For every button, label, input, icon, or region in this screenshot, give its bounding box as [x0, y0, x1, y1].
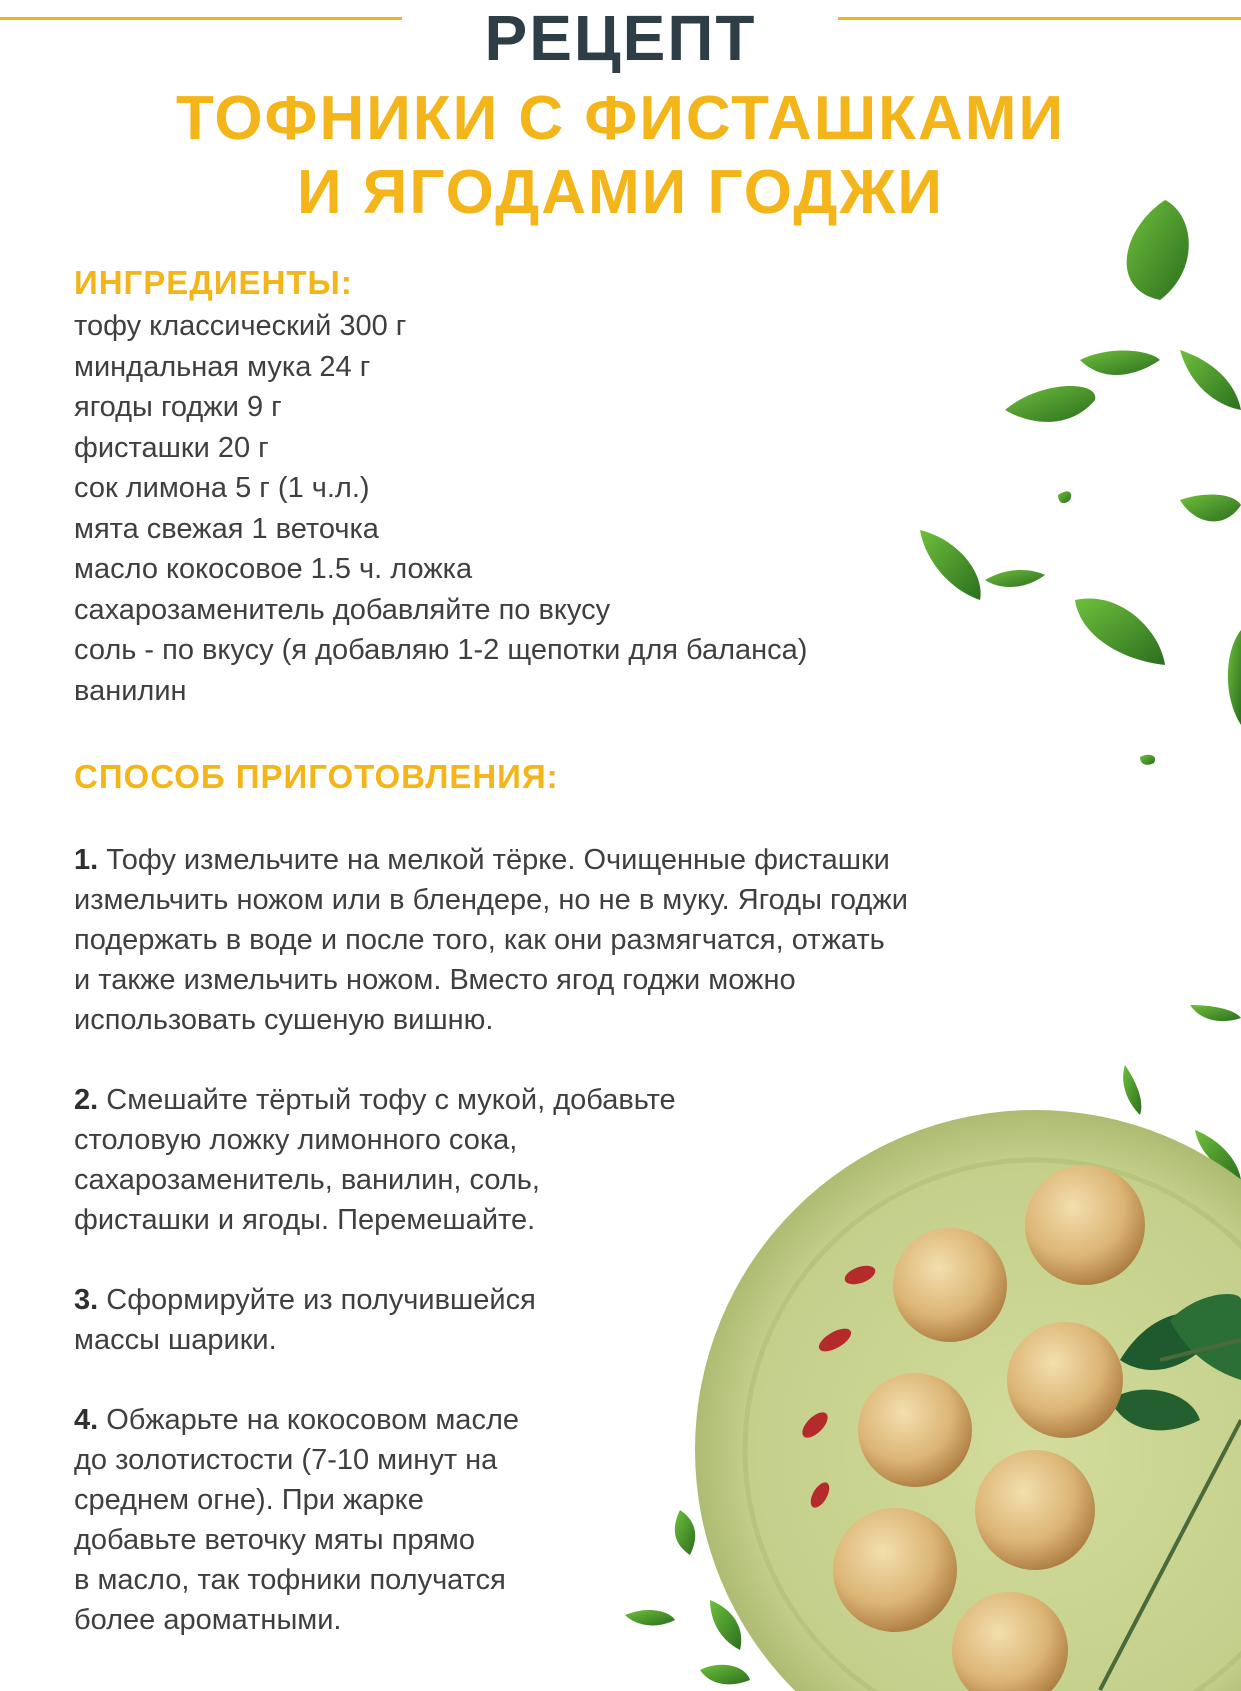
- list-item: ванилин: [74, 674, 187, 707]
- ingredients-heading: ИНГРЕДИЕНТЫ:: [74, 264, 353, 301]
- recipe-label: РЕЦЕПТ: [484, 2, 757, 74]
- step-number: 2.: [74, 1084, 99, 1116]
- list-item: ягоды годжи 9 г: [74, 391, 282, 423]
- list-item: фисташки 20 г: [74, 431, 269, 464]
- method-heading: СПОСОБ ПРИГОТОВЛЕНИЯ:: [74, 758, 559, 795]
- list-item: тофу классический 300 г: [74, 310, 407, 342]
- recipe-title-line1: ТОФНИКИ С ФИСТАШКАМИ: [175, 84, 1066, 153]
- step-4: 4. Обжарьте на кокосовом масле до золотистости (7-10 минут на среднем огне). При жарке добавьте веточку мяты прямо в масло, так тофники получатся более ароматными.: [74, 1404, 519, 1636]
- step-number: 1.: [74, 844, 99, 876]
- list-item: сахарозаменитель добавляйте по вкусу: [74, 593, 611, 626]
- step-2: 2. Смешайте тёртый тофу с мукой, добавьте столовую ложку лимонного сока, сахарозаменитель, ванилин, соль, фисташки и ягоды. Перемешайте.: [74, 1084, 676, 1236]
- list-item: соль - по вкусу (я добавляю 1-2 щепотки для баланса): [74, 634, 808, 666]
- list-item: миндальная мука 24 г: [74, 350, 371, 383]
- step-number: 3.: [74, 1284, 99, 1316]
- recipe-title-line2: И ЯГОДАМИ ГОДЖИ: [297, 158, 944, 227]
- list-item: сок лимона 5 г (1 ч.л.): [74, 472, 370, 504]
- list-item: масло кокосовое 1.5 ч. ложка: [74, 553, 473, 585]
- ingredients-list: [74, 306, 807, 711]
- tofu-balls-plate-photo: [695, 1110, 1241, 1691]
- step-3: 3. Сформируйте из получившейся массы шарики.: [74, 1284, 536, 1356]
- step-1: 1. Тофу измельчите на мелкой тёрке. Очищенные фисташки измельчить ножом или в блендере, но не в муку. Ягоды годжи подержать в воде и после того, как они размягчатся, отжать и также измельчить ножом. Вместо ягод годжи можно использовать сушеную вишню.: [74, 844, 908, 1036]
- list-item: мята свежая 1 веточка: [74, 512, 379, 545]
- step-number: 4.: [74, 1404, 99, 1436]
